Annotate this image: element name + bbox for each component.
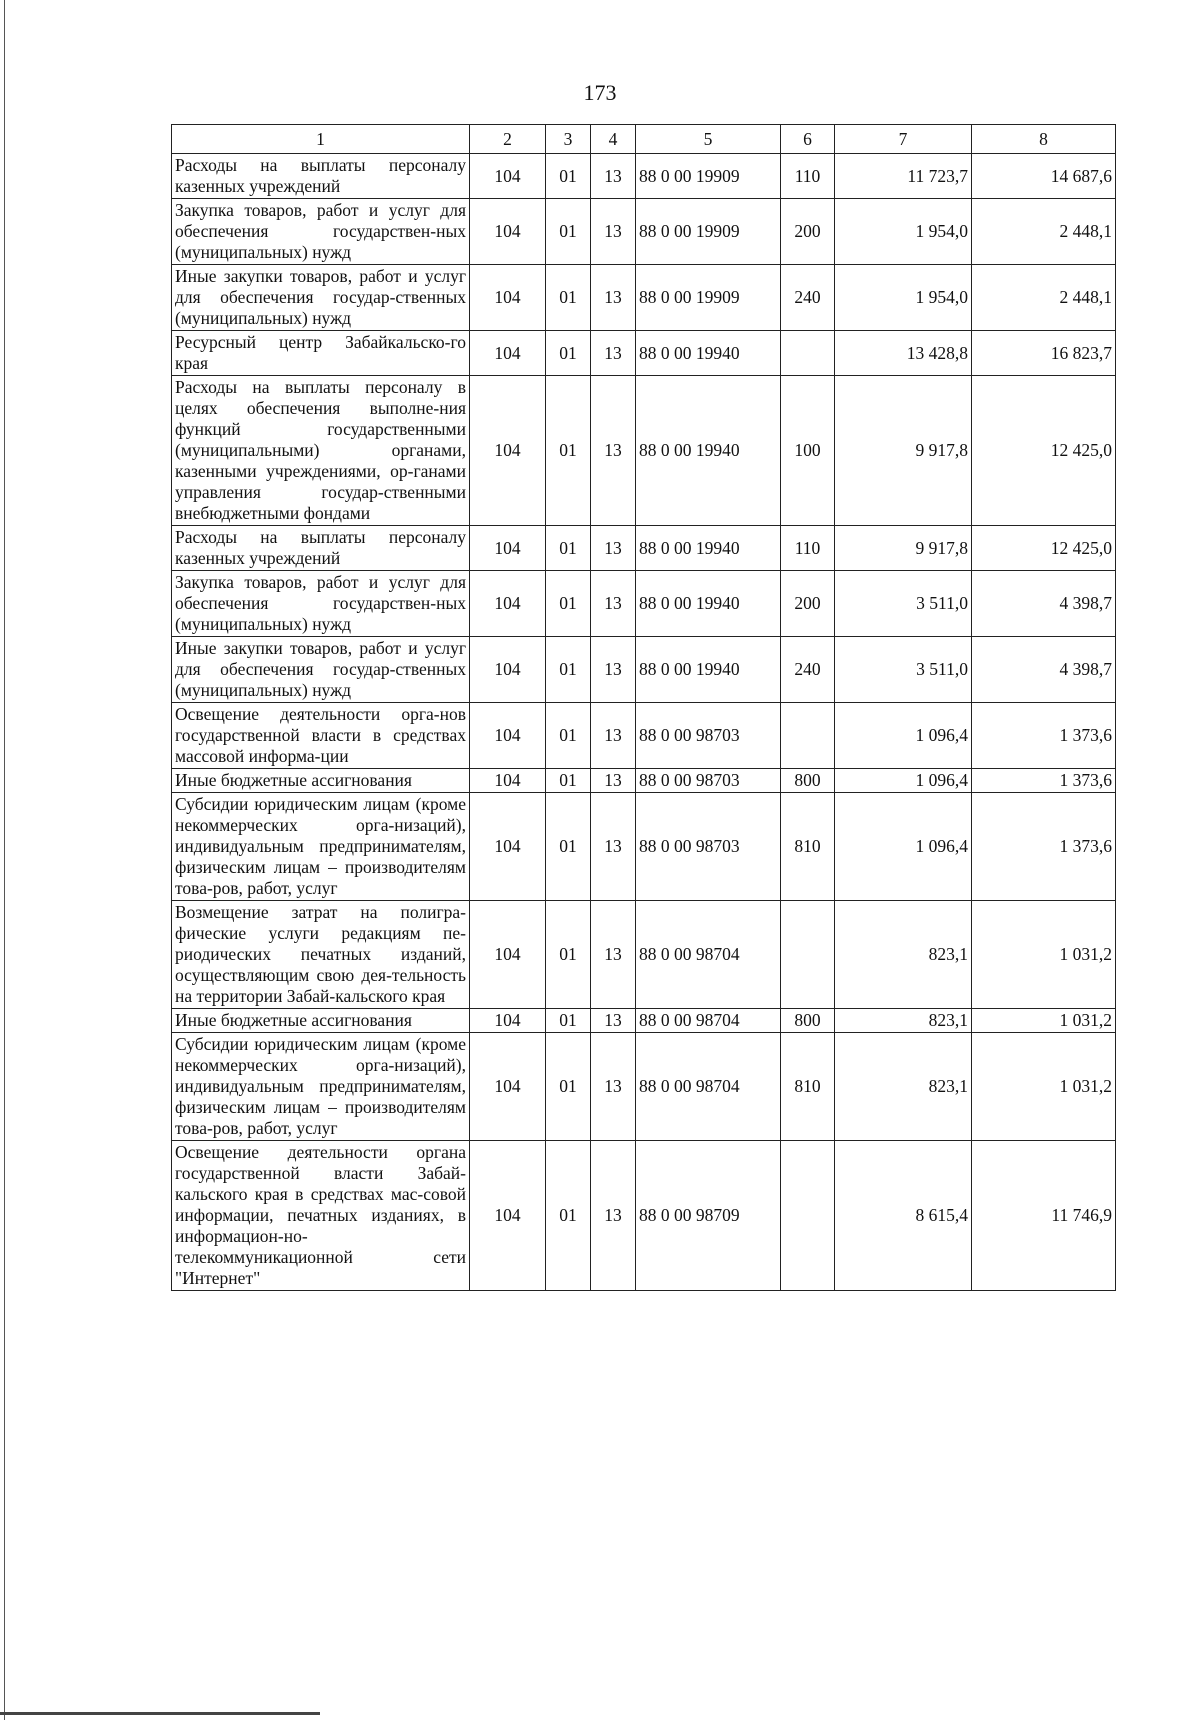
expense-type-cell: 200 [781, 199, 835, 265]
column-header: 5 [636, 125, 781, 154]
table-row [172, 769, 1116, 793]
amount-year2-cell: 1 031,2 [972, 1033, 1116, 1141]
subsection-code-cell: 13 [591, 901, 636, 1009]
ministry-code-cell: 104 [470, 571, 546, 637]
ministry-code-cell: 104 [470, 793, 546, 901]
table-header-row [172, 125, 1116, 154]
amount-year1-cell: 11 723,7 [835, 154, 972, 199]
target-article-cell: 88 0 00 98704 [636, 901, 781, 1009]
target-article-cell: 88 0 00 19940 [636, 526, 781, 571]
expense-name-cell: Освещение деятельности орга-нов государственной власти в средствах массовой информа-ции [172, 703, 470, 769]
target-article-cell: 88 0 00 98709 [636, 1141, 781, 1291]
section-code-cell: 01 [546, 769, 591, 793]
target-article-cell: 88 0 00 19909 [636, 199, 781, 265]
expense-name-cell: Закупка товаров, работ и услуг для обеспечения государствен-ных (муниципальных) нужд [172, 571, 470, 637]
amount-year1-cell: 1 954,0 [835, 199, 972, 265]
scan-edge-line [4, 0, 5, 1720]
section-code-cell: 01 [546, 901, 591, 1009]
amount-year1-cell: 823,1 [835, 901, 972, 1009]
expense-type-cell: 110 [781, 154, 835, 199]
section-code-cell: 01 [546, 793, 591, 901]
target-article-cell: 88 0 00 19940 [636, 376, 781, 526]
amount-year2-cell: 16 823,7 [972, 331, 1116, 376]
column-header: 7 [835, 125, 972, 154]
table-row [172, 637, 1116, 703]
subsection-code-cell: 13 [591, 376, 636, 526]
expense-name-cell: Освещение деятельности органа государственной власти Забай-кальского края в средствах мас-совой информации, печатных изданиях, в информацион-но-телекоммуникационной сети "Интернет" [172, 1141, 470, 1291]
expense-name-cell: Иные закупки товаров, работ и услуг для обеспечения государ-ственных (муниципальных) нужд [172, 637, 470, 703]
table-row [172, 901, 1116, 1009]
amount-year2-cell: 2 448,1 [972, 199, 1116, 265]
section-code-cell: 01 [546, 1009, 591, 1033]
ministry-code-cell: 104 [470, 901, 546, 1009]
page-number: 173 [583, 80, 617, 105]
amount-year1-cell: 823,1 [835, 1033, 972, 1141]
expense-name-cell: Иные закупки товаров, работ и услуг для обеспечения государ-ственных (муниципальных) нужд [172, 265, 470, 331]
target-article-cell: 88 0 00 98703 [636, 769, 781, 793]
ministry-code-cell: 104 [470, 199, 546, 265]
table-row [172, 331, 1116, 376]
expense-type-cell [781, 703, 835, 769]
expense-name-cell: Расходы на выплаты персоналу казенных учреждений [172, 526, 470, 571]
target-article-cell: 88 0 00 98704 [636, 1009, 781, 1033]
table-row [172, 571, 1116, 637]
column-header: 4 [591, 125, 636, 154]
section-code-cell: 01 [546, 376, 591, 526]
budget-table [171, 124, 1116, 1291]
target-article-cell: 88 0 00 19909 [636, 154, 781, 199]
ministry-code-cell: 104 [470, 376, 546, 526]
amount-year2-cell: 12 425,0 [972, 376, 1116, 526]
table-row [172, 265, 1116, 331]
amount-year1-cell: 13 428,8 [835, 331, 972, 376]
expense-type-cell: 810 [781, 793, 835, 901]
section-code-cell: 01 [546, 154, 591, 199]
expense-type-cell [781, 331, 835, 376]
amount-year2-cell: 11 746,9 [972, 1141, 1116, 1291]
amount-year2-cell: 4 398,7 [972, 637, 1116, 703]
subsection-code-cell: 13 [591, 199, 636, 265]
expense-type-cell: 100 [781, 376, 835, 526]
ministry-code-cell: 104 [470, 1009, 546, 1033]
amount-year2-cell: 1 031,2 [972, 1009, 1116, 1033]
section-code-cell: 01 [546, 331, 591, 376]
table-row [172, 199, 1116, 265]
expense-name-cell: Субсидии юридическим лицам (кроме некоммерческих орга-низаций), индивидуальным предпринимателям, физическим лицам – производителям това-ров, работ, услуг [172, 793, 470, 901]
target-article-cell: 88 0 00 98703 [636, 703, 781, 769]
amount-year1-cell: 9 917,8 [835, 526, 972, 571]
expense-type-cell: 800 [781, 769, 835, 793]
amount-year1-cell: 823,1 [835, 1009, 972, 1033]
table-row [172, 1141, 1116, 1291]
section-code-cell: 01 [546, 1033, 591, 1141]
amount-year2-cell: 1 031,2 [972, 901, 1116, 1009]
column-header: 3 [546, 125, 591, 154]
expense-type-cell: 810 [781, 1033, 835, 1141]
expense-name-cell: Возмещение затрат на полигра-фические услуги редакциям пе-риодических печатных изданий, осуществляющим свою дея-тельность на территории Забай-кальского края [172, 901, 470, 1009]
table-row [172, 793, 1116, 901]
expense-name-cell: Расходы на выплаты персоналу казенных учреждений [172, 154, 470, 199]
ministry-code-cell: 104 [470, 1033, 546, 1141]
subsection-code-cell: 13 [591, 265, 636, 331]
ministry-code-cell: 104 [470, 703, 546, 769]
expense-type-cell: 240 [781, 637, 835, 703]
subsection-code-cell: 13 [591, 1141, 636, 1291]
amount-year2-cell: 1 373,6 [972, 793, 1116, 901]
expense-type-cell: 800 [781, 1009, 835, 1033]
table-row [172, 376, 1116, 526]
ministry-code-cell: 104 [470, 1141, 546, 1291]
subsection-code-cell: 13 [591, 769, 636, 793]
scan-bottom-line [0, 1712, 320, 1715]
target-article-cell: 88 0 00 98703 [636, 793, 781, 901]
subsection-code-cell: 13 [591, 1009, 636, 1033]
subsection-code-cell: 13 [591, 154, 636, 199]
section-code-cell: 01 [546, 637, 591, 703]
column-header: 6 [781, 125, 835, 154]
amount-year1-cell: 1 096,4 [835, 793, 972, 901]
amount-year1-cell: 1 096,4 [835, 769, 972, 793]
column-header: 8 [972, 125, 1116, 154]
ministry-code-cell: 104 [470, 265, 546, 331]
column-header: 1 [172, 125, 470, 154]
expense-name-cell: Ресурсный центр Забайкальско-го края [172, 331, 470, 376]
section-code-cell: 01 [546, 703, 591, 769]
ministry-code-cell: 104 [470, 331, 546, 376]
amount-year2-cell: 1 373,6 [972, 769, 1116, 793]
target-article-cell: 88 0 00 19940 [636, 571, 781, 637]
amount-year2-cell: 4 398,7 [972, 571, 1116, 637]
subsection-code-cell: 13 [591, 703, 636, 769]
table-row [172, 1033, 1116, 1141]
subsection-code-cell: 13 [591, 331, 636, 376]
subsection-code-cell: 13 [591, 793, 636, 901]
subsection-code-cell: 13 [591, 637, 636, 703]
amount-year2-cell: 14 687,6 [972, 154, 1116, 199]
amount-year1-cell: 9 917,8 [835, 376, 972, 526]
section-code-cell: 01 [546, 1141, 591, 1291]
subsection-code-cell: 13 [591, 571, 636, 637]
expense-type-cell [781, 901, 835, 1009]
amount-year1-cell: 8 615,4 [835, 1141, 972, 1291]
expense-name-cell: Закупка товаров, работ и услуг для обеспечения государствен-ных (муниципальных) нужд [172, 199, 470, 265]
target-article-cell: 88 0 00 19909 [636, 265, 781, 331]
table-body [172, 154, 1116, 1291]
amount-year1-cell: 1 096,4 [835, 703, 972, 769]
table-row [172, 1009, 1116, 1033]
amount-year1-cell: 3 511,0 [835, 637, 972, 703]
expense-type-cell: 200 [781, 571, 835, 637]
target-article-cell: 88 0 00 98704 [636, 1033, 781, 1141]
amount-year2-cell: 2 448,1 [972, 265, 1116, 331]
expense-name-cell: Иные бюджетные ассигнования [172, 769, 470, 793]
ministry-code-cell: 104 [470, 637, 546, 703]
expense-type-cell: 240 [781, 265, 835, 331]
table-row [172, 703, 1116, 769]
subsection-code-cell: 13 [591, 526, 636, 571]
table-row [172, 526, 1116, 571]
column-header: 2 [470, 125, 546, 154]
table-row [172, 154, 1116, 199]
amount-year1-cell: 1 954,0 [835, 265, 972, 331]
section-code-cell: 01 [546, 199, 591, 265]
ministry-code-cell: 104 [470, 526, 546, 571]
expense-type-cell [781, 1141, 835, 1291]
expense-name-cell: Иные бюджетные ассигнования [172, 1009, 470, 1033]
target-article-cell: 88 0 00 19940 [636, 331, 781, 376]
expense-name-cell: Расходы на выплаты персоналу в целях обеспечения выполне-ния функций государственными (муниципальными) органами, казенными учреждениями, ор-ганами управления государ-ственными внебюджетными фондами [172, 376, 470, 526]
amount-year1-cell: 3 511,0 [835, 571, 972, 637]
expense-name-cell: Субсидии юридическим лицам (кроме некоммерческих орга-низаций), индивидуальным предпринимателям, физическим лицам – производителям това-ров, работ, услуг [172, 1033, 470, 1141]
section-code-cell: 01 [546, 265, 591, 331]
amount-year2-cell: 12 425,0 [972, 526, 1116, 571]
subsection-code-cell: 13 [591, 1033, 636, 1141]
section-code-cell: 01 [546, 571, 591, 637]
expense-type-cell: 110 [781, 526, 835, 571]
amount-year2-cell: 1 373,6 [972, 703, 1116, 769]
section-code-cell: 01 [546, 526, 591, 571]
ministry-code-cell: 104 [470, 154, 546, 199]
target-article-cell: 88 0 00 19940 [636, 637, 781, 703]
ministry-code-cell: 104 [470, 769, 546, 793]
